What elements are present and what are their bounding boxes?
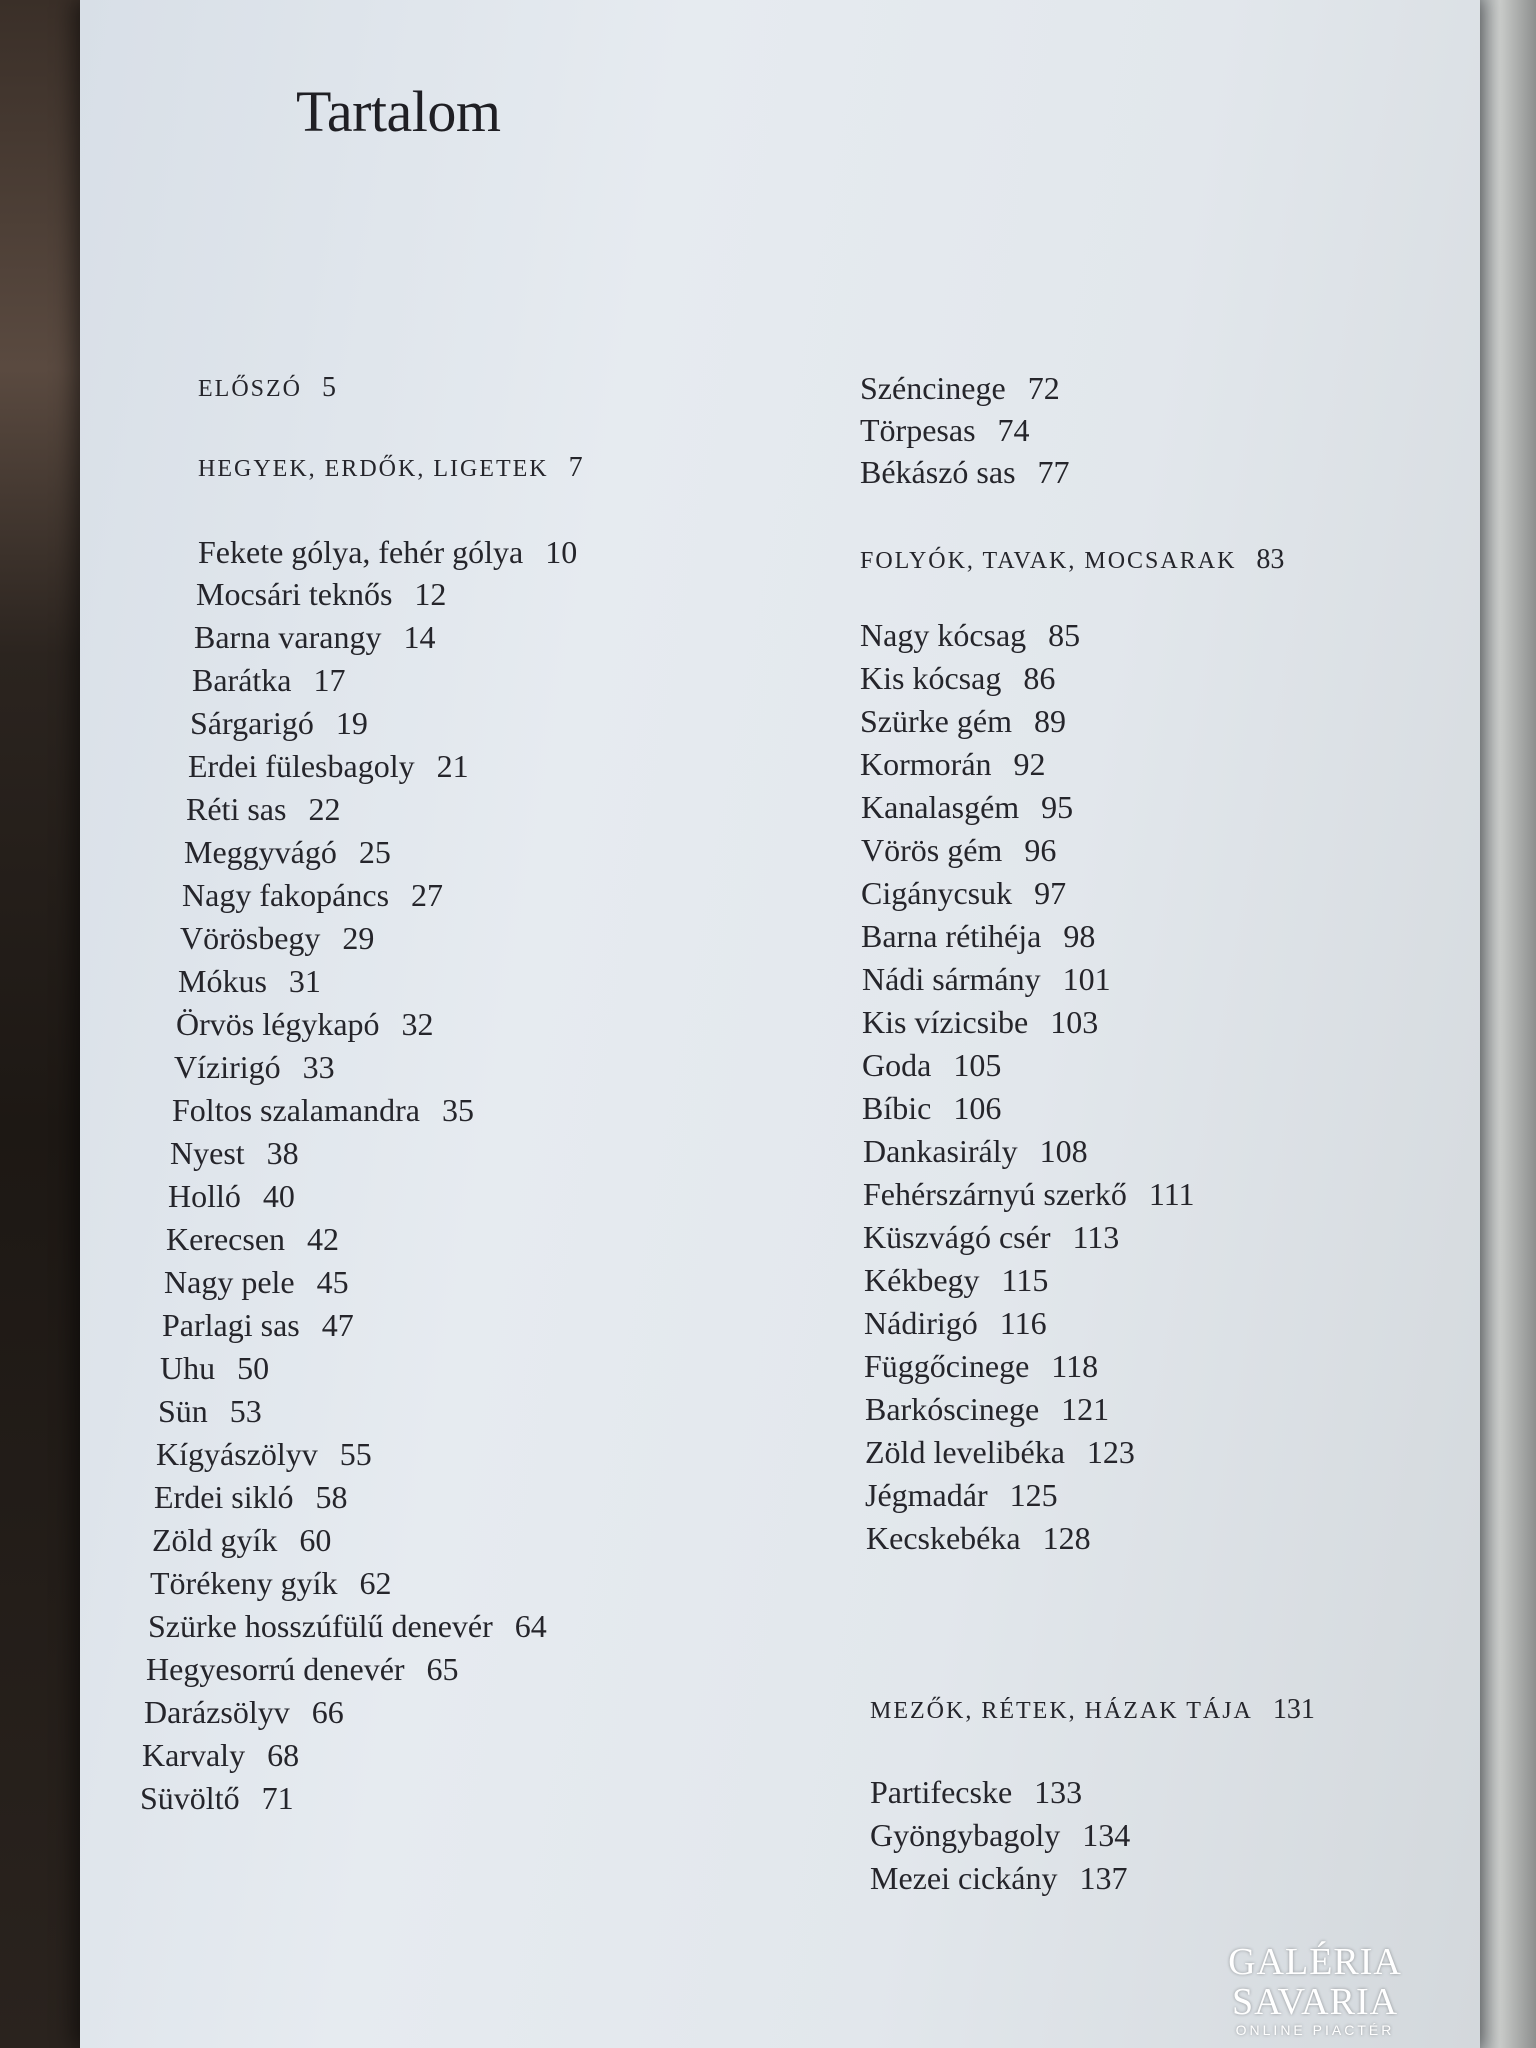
toc-entry: [865, 1432, 1135, 1472]
toc-entry-page-number: 118: [1051, 1348, 1099, 1384]
toc-entry-title: Kanalasgém: [861, 789, 1020, 825]
toc-entry: [166, 1219, 339, 1259]
toc-entry-title: MEZŐK, RÉTEK, HÁZAK TÁJA: [870, 1698, 1253, 1724]
toc-entry-title: Nádi sármány: [862, 961, 1041, 997]
toc-entry-page-number: 113: [1072, 1219, 1120, 1255]
toc-entry: [864, 1260, 1048, 1300]
toc-entry-title: Barna varangy: [194, 619, 382, 655]
toc-entry: [140, 1778, 294, 1818]
toc-entry: [158, 1391, 262, 1431]
toc-entry-page-number: 32: [401, 1006, 434, 1042]
toc-entry-title: Parlagi sas: [162, 1307, 300, 1343]
toc-entry-title: HEGYEK, ERDŐK, LIGETEK: [198, 456, 549, 482]
toc-entry-page-number: 14: [403, 619, 436, 655]
toc-entry-title: Hegyesorrú denevér: [146, 1651, 405, 1687]
toc-entry-title: Kékbegy: [864, 1262, 980, 1298]
toc-entry: [862, 1002, 1098, 1042]
toc-entry-title: Szürke hosszúfülű denevér: [148, 1608, 493, 1644]
toc-entry-title: Nagy pele: [164, 1264, 295, 1300]
toc-entry-title: Darázsölyv: [144, 1694, 290, 1730]
toc-entry-title: Zöld gyík: [152, 1522, 278, 1558]
toc-entry: [188, 746, 469, 786]
toc-entry-page-number: 97: [1034, 875, 1067, 911]
toc-entry-title: Zöld levelibéka: [865, 1434, 1065, 1470]
toc-entry: [172, 1090, 474, 1130]
toc-entry-page-number: 35: [441, 1092, 474, 1128]
toc-entry: [864, 1303, 1047, 1343]
toc-entry-page-number: 72: [1027, 370, 1060, 406]
toc-entry: [156, 1434, 372, 1474]
toc-entry: [863, 1217, 1119, 1257]
toc-entry-title: Barna rétihéja: [861, 918, 1042, 954]
toc-entry-page-number: 108: [1039, 1133, 1088, 1169]
toc-entry-title: Széncinege: [860, 370, 1006, 406]
toc-entry-title: Törpesas: [860, 412, 976, 448]
toc-entry-title: Kecskebéka: [866, 1520, 1021, 1556]
toc-entry-page-number: 42: [307, 1221, 340, 1257]
toc-entry-page-number: 22: [308, 791, 341, 827]
toc-entry: [190, 703, 368, 743]
toc-entry-page-number: 85: [1048, 617, 1081, 653]
toc-entry: [186, 789, 340, 829]
toc-entry-title: Békászó sas: [860, 454, 1016, 490]
toc-entry-page-number: 33: [302, 1049, 335, 1085]
toc-entry-page-number: 86: [1023, 660, 1056, 696]
toc-entry-title: Süvöltő: [140, 1780, 240, 1816]
toc-entry-page-number: 137: [1079, 1860, 1128, 1896]
toc-entry: [870, 1772, 1082, 1812]
toc-entry: [861, 787, 1073, 827]
toc-entry: [164, 1262, 349, 1302]
toc-entry-page-number: 62: [359, 1565, 392, 1601]
toc-entry-title: Meggyvágó: [184, 834, 337, 870]
toc-entry-page-number: 89: [1033, 703, 1066, 739]
toc-entry-page-number: 65: [426, 1651, 459, 1687]
toc-entry-title: Vörös gém: [861, 832, 1003, 868]
page-title: Tartalom: [296, 79, 501, 144]
toc-entry-page-number: 58: [315, 1479, 348, 1515]
toc-entry-title: Fekete gólya, fehér gólya: [198, 534, 524, 570]
toc-entry: [198, 532, 577, 572]
toc-entry-title: Kis vízicsibe: [862, 1004, 1029, 1040]
toc-entry-title: Kígyászölyv: [156, 1436, 318, 1472]
toc-entry: [864, 1346, 1098, 1386]
toc-entry-title: Cigánycsuk: [861, 875, 1013, 911]
toc-entry: [862, 1088, 1001, 1128]
toc-entry-title: Uhu: [160, 1350, 216, 1386]
toc-entry-page-number: 123: [1086, 1434, 1135, 1470]
toc-entry: [870, 1815, 1130, 1855]
toc-entry-page-number: 125: [1009, 1477, 1058, 1513]
toc-entry-page-number: 7: [568, 452, 583, 483]
toc-entry-page-number: 12: [414, 576, 447, 612]
toc-entry: [866, 1518, 1091, 1558]
toc-entry: [860, 410, 1030, 450]
toc-entry-page-number: 21: [436, 748, 469, 784]
toc-entry: [863, 1174, 1195, 1214]
toc-entry-page-number: 64: [514, 1608, 547, 1644]
toc-entry-title: ELŐSZÓ: [198, 376, 302, 402]
toc-entry-title: Nagy fakopáncs: [182, 877, 390, 913]
toc-entry: [861, 830, 1056, 870]
toc-entry-page-number: 45: [316, 1264, 349, 1300]
toc-entry: [862, 1045, 1001, 1085]
toc-entry-page-number: 83: [1256, 544, 1285, 575]
toc-entry-page-number: 19: [335, 705, 368, 741]
toc-entry-title: Fehérszárnyú szerkő: [863, 1176, 1127, 1212]
toc-entry: [184, 832, 391, 872]
toc-entry: [194, 617, 435, 657]
toc-entry-page-number: 92: [1013, 746, 1046, 782]
toc-entry-page-number: 103: [1050, 1004, 1099, 1040]
toc-entry: [180, 918, 374, 958]
toc-entry: [146, 1649, 459, 1689]
toc-entry-page-number: 66: [311, 1694, 344, 1730]
toc-entry-title: Foltos szalamandra: [172, 1092, 420, 1128]
toc-entry: [168, 1176, 295, 1216]
toc-entry: [170, 1133, 299, 1173]
toc-section-heading: [860, 540, 1284, 581]
toc-entry-title: Mocsári teknős: [196, 576, 393, 612]
toc-entry-page-number: 98: [1063, 918, 1096, 954]
toc-entry: [162, 1305, 354, 1345]
toc-entry-page-number: 95: [1041, 789, 1074, 825]
watermark-tagline: ONLINE PIACTÉR: [1235, 2022, 1395, 2038]
toc-entry-page-number: 133: [1034, 1774, 1083, 1810]
toc-entry: [860, 701, 1066, 741]
toc-entry-title: Vízirigó: [174, 1049, 281, 1085]
toc-entry-page-number: 47: [321, 1307, 354, 1343]
toc-entry: [152, 1520, 331, 1560]
toc-entry-title: Réti sas: [186, 791, 287, 827]
toc-section-heading: [198, 448, 583, 489]
toc-entry-title: Függőcinege: [864, 1348, 1030, 1384]
toc-entry-title: Kormorán: [860, 746, 992, 782]
toc-entry-title: Bíbic: [862, 1090, 932, 1126]
toc-entry-page-number: 68: [267, 1737, 300, 1773]
toc-entry: [160, 1348, 269, 1388]
toc-entry-page-number: 60: [299, 1522, 332, 1558]
toc-entry-page-number: 71: [261, 1780, 294, 1816]
toc-entry: [196, 574, 446, 614]
toc-entry: [178, 961, 321, 1001]
toc-entry-title: Jégmadár: [865, 1477, 988, 1513]
toc-entry-page-number: 101: [1062, 961, 1111, 997]
toc-entry-title: Barkóscinege: [865, 1391, 1040, 1427]
toc-entry: [860, 744, 1046, 784]
toc-entry-page-number: 40: [262, 1178, 295, 1214]
toc-entry-title: Nyest: [170, 1135, 245, 1171]
toc-entry-page-number: 105: [953, 1047, 1002, 1083]
toc-entry: [174, 1047, 335, 1087]
toc-entry-page-number: 53: [229, 1393, 262, 1429]
toc-entry-title: Szürke gém: [860, 703, 1012, 739]
toc-entry-title: Dankasirály: [863, 1133, 1018, 1169]
toc-entry-page-number: 50: [237, 1350, 270, 1386]
toc-entry: [863, 1131, 1088, 1171]
watermark-name: GALÉRIA SAVARIA: [1228, 1941, 1402, 2023]
toc-entry: [870, 1858, 1127, 1898]
toc-entry-title: Goda: [862, 1047, 932, 1083]
toc-entry-page-number: 128: [1042, 1520, 1091, 1556]
toc-entry-title: Mókus: [178, 963, 267, 999]
toc-entry-title: Nagy kócsag: [860, 617, 1027, 653]
toc-entry-page-number: 116: [999, 1305, 1047, 1341]
toc-entry-title: Küszvágó csér: [863, 1219, 1051, 1255]
toc-entry: [861, 873, 1066, 913]
toc-entry-page-number: 5: [322, 372, 336, 403]
toc-entry: [182, 875, 443, 915]
toc-entry-title: Partifecske: [870, 1774, 1013, 1810]
toc-entry-page-number: 106: [953, 1090, 1002, 1126]
toc-entry-title: Törékeny gyík: [150, 1565, 338, 1601]
toc-entry-title: Kerecsen: [166, 1221, 286, 1257]
toc-section-heading: [870, 1690, 1315, 1731]
book-page: [80, 0, 1480, 2048]
toc-entry: [148, 1606, 547, 1646]
toc-entry-page-number: 17: [313, 662, 346, 698]
toc-entry: [192, 660, 346, 700]
toc-entry-title: Nádirigó: [864, 1305, 978, 1341]
toc-entry-title: Sárgarigó: [190, 705, 314, 741]
toc-entry-title: Mezei cickány: [870, 1860, 1058, 1896]
toc-entry: [860, 452, 1070, 492]
toc-entry-title: Sün: [158, 1393, 208, 1429]
toc-entry: [860, 658, 1055, 698]
toc-entry-title: Vörösbegy: [180, 920, 321, 956]
toc-entry-title: Örvös légykapó: [176, 1006, 380, 1042]
toc-entry-page-number: 27: [411, 877, 444, 913]
toc-entry: [142, 1735, 299, 1775]
toc-entry: [150, 1563, 392, 1603]
toc-entry: [865, 1389, 1109, 1429]
toc-entry-page-number: 131: [1272, 1694, 1315, 1725]
toc-entry-title: Erdei sikló: [154, 1479, 294, 1515]
toc-entry-title: Kis kócsag: [860, 660, 1002, 696]
toc-entry-title: FOLYÓK, TAVAK, MOCSARAK: [860, 548, 1237, 574]
toc-entry-page-number: 10: [545, 534, 578, 570]
toc-entry: [154, 1477, 348, 1517]
toc-entry: [144, 1692, 344, 1732]
toc-entry-page-number: 29: [342, 920, 375, 956]
toc-entry: [176, 1004, 434, 1044]
toc-entry-title: Karvaly: [142, 1737, 246, 1773]
background-right-edge: [1476, 0, 1536, 2048]
toc-entry: [860, 368, 1060, 408]
toc-entry-title: Barátka: [192, 662, 292, 698]
toc-entry-page-number: 25: [358, 834, 391, 870]
toc-entry-page-number: 115: [1001, 1262, 1049, 1298]
toc-entry-page-number: 31: [288, 963, 321, 999]
toc-entry-page-number: 134: [1082, 1817, 1131, 1853]
toc-entry-page-number: 96: [1024, 832, 1057, 868]
toc-entry-page-number: 77: [1037, 454, 1070, 490]
toc-entry-page-number: 74: [997, 412, 1030, 448]
toc-section-heading: [198, 368, 336, 409]
toc-entry-page-number: 55: [339, 1436, 372, 1472]
toc-entry-title: Erdei fülesbagoly: [188, 748, 415, 784]
toc-entry: [860, 615, 1080, 655]
toc-entry-page-number: 121: [1061, 1391, 1110, 1427]
toc-entry: [861, 916, 1095, 956]
toc-entry-page-number: 38: [266, 1135, 299, 1171]
toc-entry: [862, 959, 1111, 999]
toc-entry: [865, 1475, 1058, 1515]
toc-entry-page-number: 111: [1148, 1176, 1195, 1212]
toc-entry-title: Holló: [168, 1178, 241, 1214]
toc-entry-title: Gyöngybagoly: [870, 1817, 1061, 1853]
watermark: [1145, 1942, 1485, 2038]
